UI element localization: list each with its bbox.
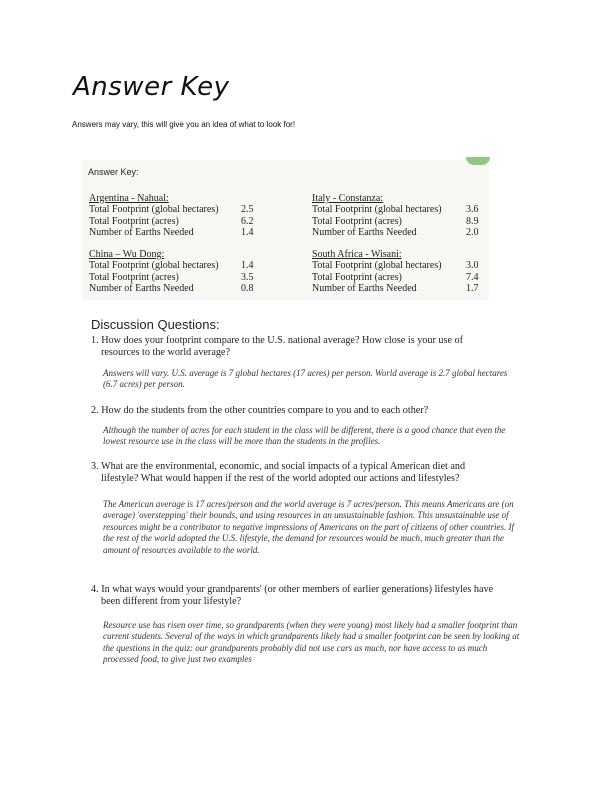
footprint-row (89, 216, 271, 227)
question-text: 2. How do the students from the other countries compare to you and to each other? (91, 405, 429, 416)
footprint-row (312, 216, 496, 227)
row-value: 6.2 (241, 215, 254, 227)
row-value: 8.9 (466, 215, 479, 227)
row-value: 3.6 (466, 204, 479, 216)
country-block-china (89, 249, 271, 294)
footprint-row (312, 227, 496, 238)
row-value: 7.4 (466, 271, 479, 283)
row-label: Total Footprint (acres) (312, 215, 402, 227)
footprint-row (89, 283, 271, 294)
question-text: 3. What are the environmental, economic, and social impacts of a typical American diet and lifestyle? What would happen if the rest of the world adopted our actions and lifestyles? (91, 461, 466, 484)
country-name: Italy - Constanza: (312, 193, 384, 204)
footprint-row (312, 272, 496, 283)
footprint-row (89, 260, 271, 271)
question-text: 4. In what ways would your grandparents' (or other members of earlier generations) lifestyles have been different from your lifestyle? (91, 584, 494, 607)
country-name: Argentina - Nahual: (89, 193, 169, 204)
row-value: 2.0 (466, 226, 479, 238)
country-block-italy (312, 193, 496, 238)
row-value: 1.4 (241, 260, 254, 272)
row-value: 0.8 (241, 282, 254, 294)
country-name: China – Wu Dong: (89, 249, 165, 260)
row-label: Total Footprint (acres) (89, 271, 179, 283)
row-label: Total Footprint (global hectares) (89, 260, 219, 272)
answer-3: The American average is 17 acres/person and the world average is 7 acres/person. This means Americans are (on average) 'overstepping' their bounds, and using resources in an unsustainable fashion. This unsustainable use of resources might be a contributor to negative impressions of Americans on the part of citizens of other countries. If the rest of the world adopted the U.S. lifestyle, the demand for resources would be much, much greater than the amount of resources available to the world. (103, 499, 515, 555)
row-label: Total Footprint (global hectares) (312, 204, 442, 216)
row-label: Number of Earths Needed (89, 282, 194, 294)
page-title: Answer Key (73, 72, 230, 102)
footprint-row (312, 283, 496, 294)
row-value: 3.5 (241, 271, 254, 283)
footprint-row (312, 204, 496, 215)
row-value: 3.0 (466, 260, 479, 272)
subtitle: Answers may vary, this will give you an idea of what to look for! (72, 120, 296, 129)
question-2 (91, 405, 501, 417)
answer-key-heading: Answer Key: (88, 167, 139, 177)
footprint-row (312, 260, 496, 271)
row-label: Total Footprint (acres) (312, 271, 402, 283)
question-1 (91, 335, 501, 359)
question-4 (91, 584, 501, 608)
discussion-heading: Discussion Questions: (91, 317, 220, 332)
footprint-row (89, 272, 271, 283)
answer-2: Although the number of acres for each student in the class will be different, there is a good chance that even the lowest resource use in the class will be more than the students in the profiles. (103, 425, 506, 447)
answer-1: Answers will vary. U.S. average is 7 global hectares (17 acres) per person. World average is 2.7 global hectares (6.7 acres) per person. (103, 368, 508, 390)
row-label: Total Footprint (acres) (89, 215, 179, 227)
row-label: Number of Earths Needed (312, 282, 417, 294)
question-text: 1. How does your footprint compare to the U.S. national average? How close is your use of resources to the world average? (91, 335, 464, 358)
answer-4: Resource use has risen over time, so grandparents (when they were young) most likely had a smaller footprint than current students. Several of the ways in which grandparents likely had a smaller footprint can be seen by looking at the questions in the quiz: our grandparents probably did not use cars as much, nor have access to as much processed food, to give just two examples (103, 620, 520, 665)
country-name: South Africa - Wisani: (312, 249, 402, 260)
row-value: 1.4 (241, 226, 254, 238)
country-block-argentina (89, 193, 271, 238)
row-label: Total Footprint (global hectares) (312, 260, 442, 272)
footprint-row (89, 204, 271, 215)
row-label: Number of Earths Needed (89, 226, 194, 238)
row-label: Number of Earths Needed (312, 226, 417, 238)
row-label: Total Footprint (global hectares) (89, 204, 219, 216)
row-value: 1.7 (466, 282, 479, 294)
footprint-row (89, 227, 271, 238)
country-block-south-africa (312, 249, 496, 294)
row-value: 2.5 (241, 204, 254, 216)
question-3 (91, 461, 501, 485)
